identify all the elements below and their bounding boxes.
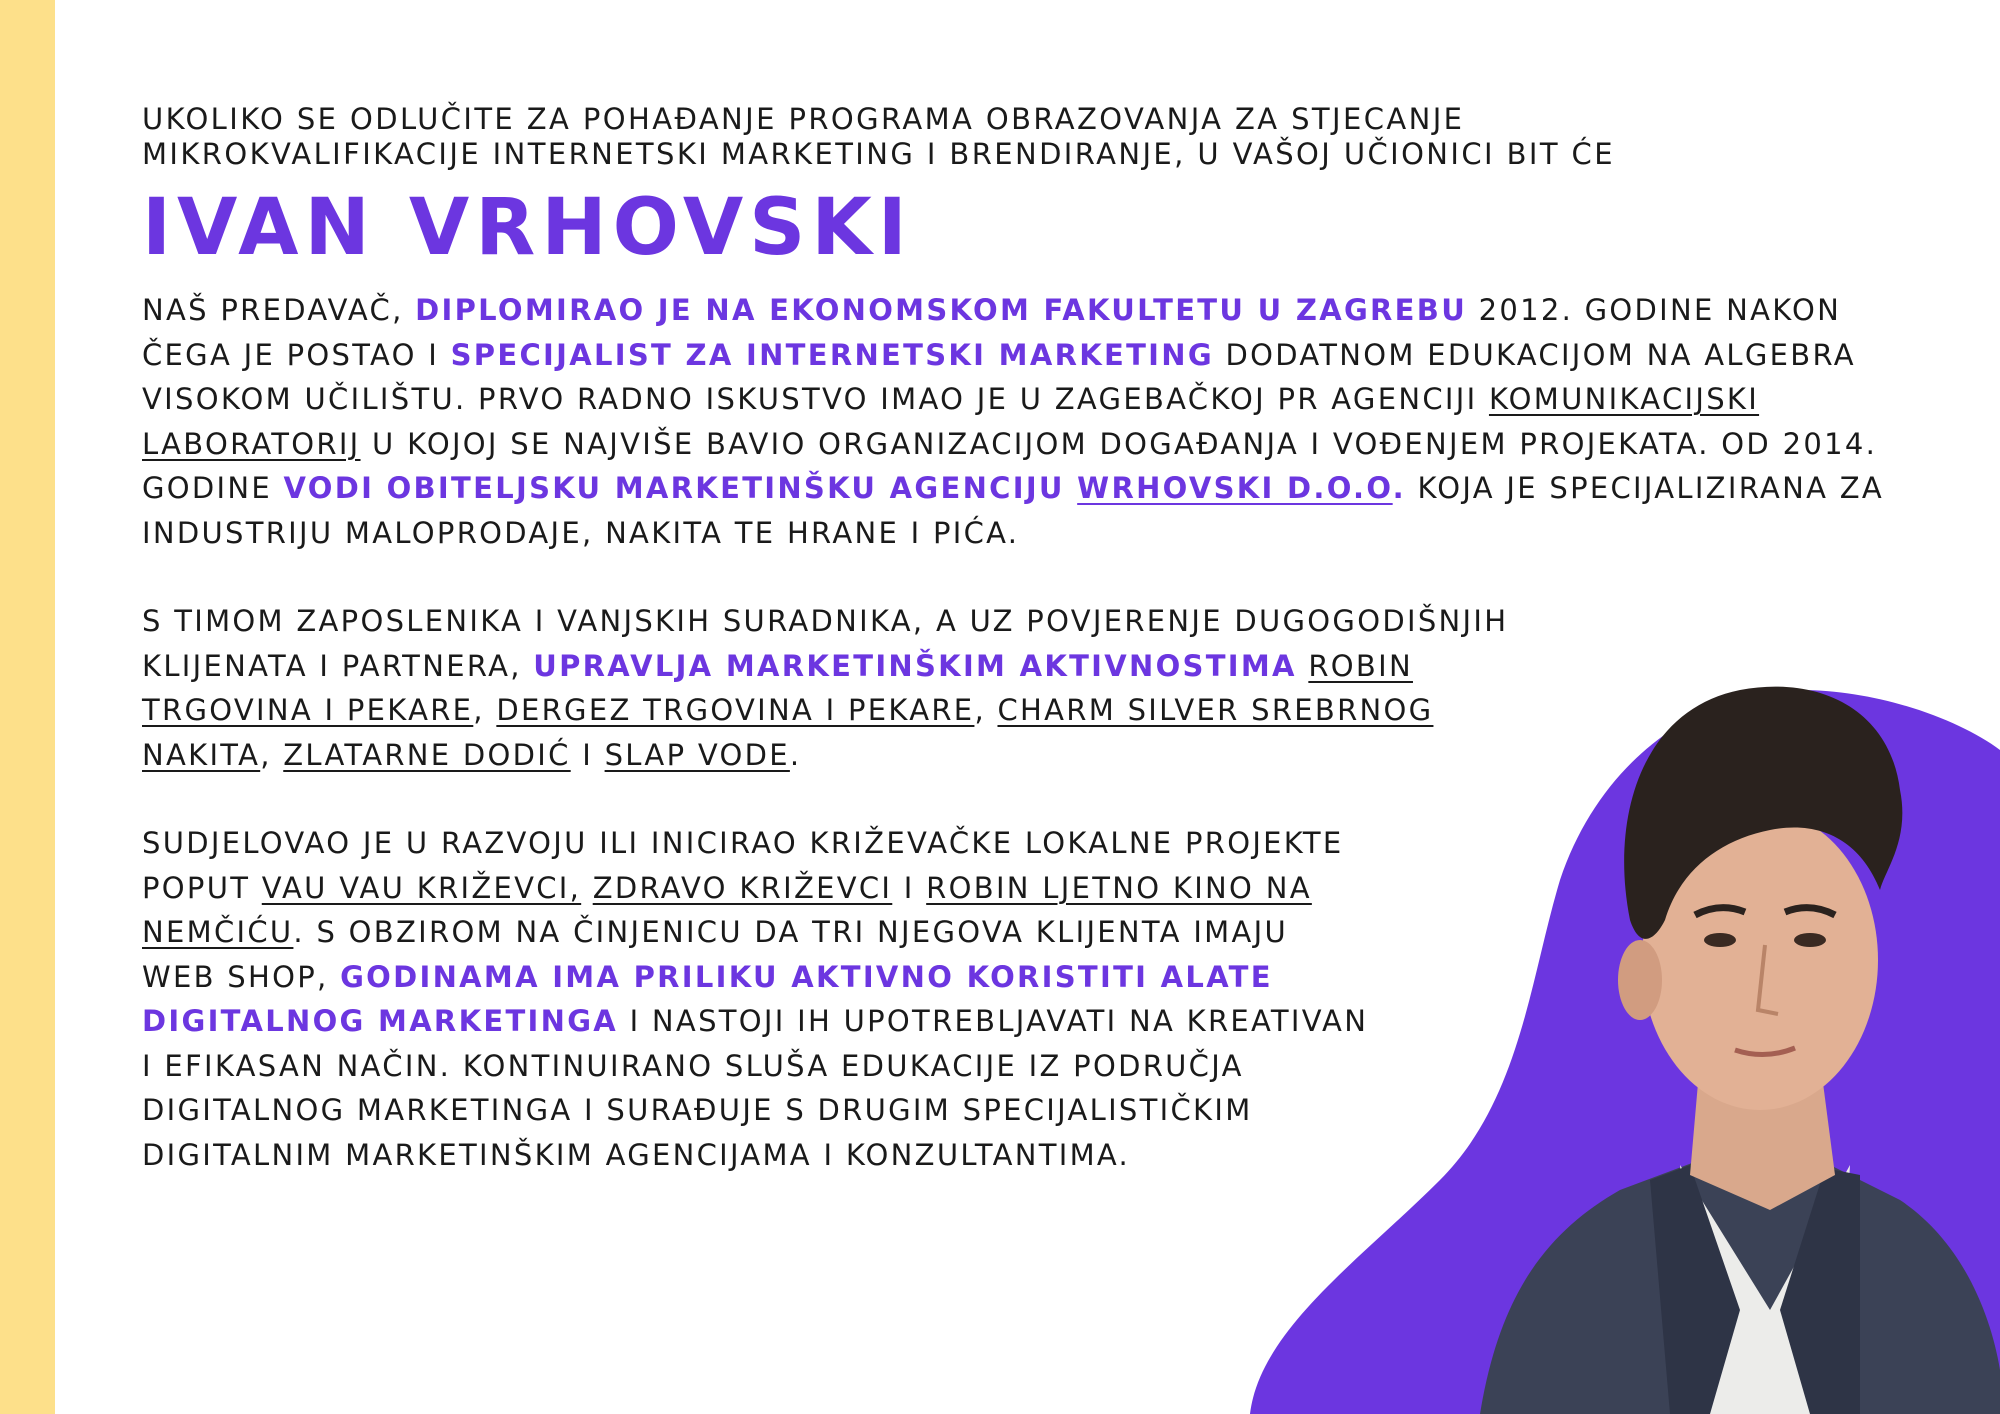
text: NAŠ PREDAVAČ,	[142, 293, 416, 327]
text: ,	[260, 737, 284, 772]
link-charm-silver[interactable]: CHARM SILVER SREBRNOG NAKITA	[142, 693, 1434, 772]
highlight: SPECIJALIST ZA INTERNETSKI MARKETING	[450, 337, 1214, 372]
link-slap-vode[interactable]: SLAP VODE	[604, 737, 790, 772]
highlight: UPRAVLJA MARKETINŠKIM AKTIVNOSTIMA	[533, 648, 1297, 683]
bio-paragraph-3	[142, 821, 1372, 1177]
text: I NASTOJI IH UPOTREBLJAVATI NA KREATIVAN I EFIKASAN NAČIN. KONTINUIRANO SLUŠA EDUKACIJE IZ PODRUČJA DIGITALNOG MARKETINGA I SURAĐUJE S DRUGIM SPECIJALISTIČKIM DIGITALNIM MARKETINŠKIM AGENCIJAMA I KONZULTANTIMA.	[142, 1004, 1369, 1172]
bio-paragraph-2	[142, 599, 1562, 777]
text: S TIMOM ZAPOSLENIKA I VANJSKIH SURADNIKA, A UZ POVJERENJE DUGOGODIŠNJIH KLIJENATA I PARTNERA,	[142, 604, 1509, 683]
text: I	[892, 870, 927, 905]
text: 2012. GODINE NAKON ČEGA JE POSTAO I	[142, 293, 1842, 372]
main-content	[142, 102, 1922, 1177]
link-wrhovski[interactable]: WRHOVSKI D.O.O	[1077, 471, 1393, 505]
text: KOJA JE SPECIJALIZIRANA ZA INDUSTRIJU MALOPRODAJE, NAKITA TE HRANE I PIĆA.	[142, 471, 1885, 550]
text	[581, 871, 593, 905]
link-ljetno-kino[interactable]: ROBIN LJETNO KINO NA NEMČIĆU	[142, 870, 1312, 949]
link-vau-vau[interactable]: VAU VAU KRIŽEVCI,	[261, 870, 582, 905]
text: ,	[974, 693, 998, 727]
lecturer-name: IVAN VRHOVSKI	[142, 183, 913, 273]
intro-line-1: UKOLIKO SE ODLUČITE ZA POHAĐANJE PROGRAMA OBRAZOVANJA ZA STJECANJE	[142, 102, 1465, 136]
text: .	[789, 737, 802, 772]
text: . S OBZIROM NA ČINJENICU DA TRI NJEGOVA KLIJENTA IMAJU WEB SHOP,	[142, 915, 1289, 994]
text	[1297, 649, 1309, 683]
link-komunikacijski-laboratorij[interactable]: KOMUNIKACIJSKI LABORATORIJ	[142, 382, 1760, 461]
link-dergez[interactable]: DERGEZ TRGOVINA I PEKARE	[496, 693, 975, 727]
text: SUDJELOVAO JE U RAZVOJU ILI INICIRAO KRIŽEVAČKE LOKALNE PROJEKTE POPUT	[142, 826, 1344, 905]
highlight: VODI OBITELJSKU MARKETINŠKU AGENCIJU	[283, 471, 1078, 505]
text: ,	[473, 693, 497, 727]
highlight: GODINAMA IMA PRILIKU AKTIVNO KORISTITI ALATE DIGITALNOG MARKETINGA	[142, 959, 1273, 1038]
text: U KOJOJ SE NAJVIŠE BAVIO ORGANIZACIJOM DOGAĐANJA I VOĐENJEM PROJEKATA. OD 2014. GODINE	[142, 426, 1878, 505]
text: DODATNOM EDUKACIJOM NA ALGEBRA VISOKOM UČILIŠTU. PRVO RADNO ISKUSTVO IMAO JE U ZAGEBAČKOJ PR AGENCIJI	[142, 337, 1856, 416]
text: I	[570, 737, 605, 772]
intro-line-2: MIKROKVALIFIKACIJE INTERNETSKI MARKETING I BRENDIRANJE, U VAŠOJ UČIONICI BIT ĆE	[142, 137, 1615, 171]
link-zlatarne-dodic[interactable]: ZLATARNE DODIĆ	[283, 737, 571, 772]
highlight: .	[1392, 471, 1406, 505]
link-robin[interactable]: ROBIN TRGOVINA I PEKARE	[142, 648, 1413, 727]
bio-paragraph-1	[142, 288, 1922, 555]
intro-text	[142, 102, 1842, 172]
highlight: DIPLOMIRAO JE NA EKONOMSKOM FAKULTETU U ZAGREBU	[415, 293, 1468, 327]
link-zdravo-krizevci[interactable]: ZDRAVO KRIŽEVCI	[592, 870, 893, 905]
